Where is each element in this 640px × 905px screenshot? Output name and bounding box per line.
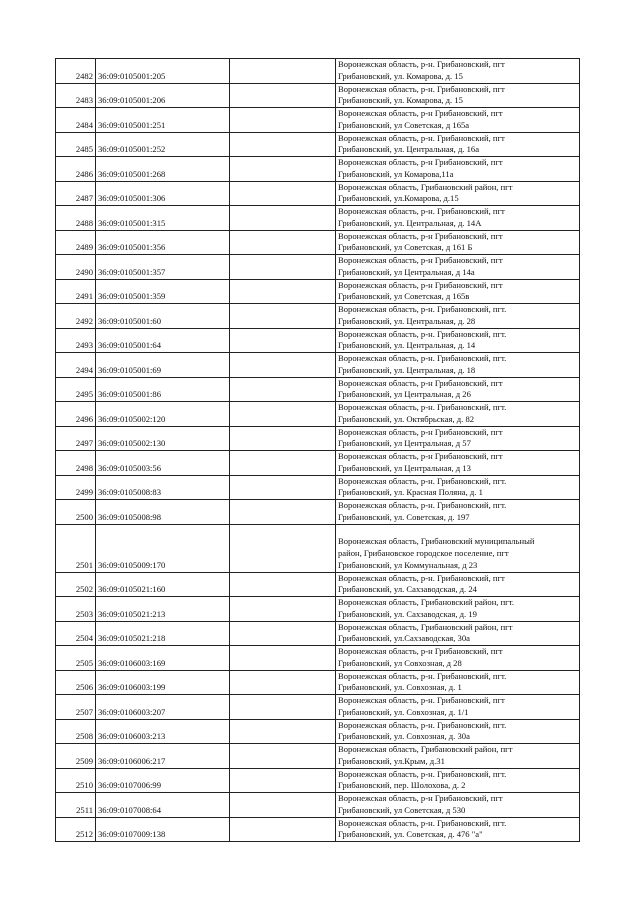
empty-cell [230,646,336,671]
address-line: Воронежская область, р-н. Грибановский, пгт. [338,402,507,412]
address-line: Воронежская область, р-н Грибановский, пгт [338,646,503,656]
address-line: Грибановский, ул Центральная, д 57 [338,438,471,449]
cadastral-number-cell: 36:09:0105001:315 [96,206,230,231]
table-row [56,157,580,182]
row-number-cell: 2508 [56,719,96,744]
address-line: Воронежская область, р-н Грибановский, пгт [338,377,503,388]
empty-cell [230,500,336,525]
table-row [56,597,580,622]
address-cell [336,83,580,108]
table-row [56,646,580,671]
address-line: Воронежская область, р-н Грибановский, пгт [338,451,503,461]
empty-cell [230,402,336,427]
row-number-cell: 2509 [56,744,96,769]
table-row [56,695,580,720]
table-row [56,524,580,572]
cadastral-number-cell: 36:09:0105001:268 [96,157,230,182]
address-line: Грибановский, ул. Центральная, д. 16а [338,144,480,155]
cadastral-number-cell: 36:09:0105021:160 [96,572,230,597]
row-number-cell: 2506 [56,670,96,695]
address-line: Грибановский, ул. Советская, д. 197 [338,511,470,522]
address-cell [336,157,580,182]
address-line: Воронежская область, р-н Грибановский, пгт [338,157,503,167]
cadastral-number-cell: 36:09:0105001:69 [96,353,230,378]
address-line: Грибановский, ул Советская, д 165в [338,291,470,302]
registry-table-body [56,59,580,842]
address-line: Грибановский, ул Центральная, д 14а [338,266,475,277]
empty-cell [230,132,336,157]
row-number-cell: 2512 [56,817,96,842]
cadastral-number-cell: 36:09:0105001:60 [96,304,230,329]
address-cell [336,524,580,572]
address-line: Грибановский, ул. Совхозная, д. 1/1 [338,706,469,717]
table-row [56,500,580,525]
table-row [56,328,580,353]
empty-cell [230,304,336,329]
cadastral-number-cell: 36:09:0105001:64 [96,328,230,353]
address-line: Грибановский, ул. Сахзаводская, д. 24 [338,584,477,595]
row-number-cell: 2507 [56,695,96,720]
address-line: Воронежская область, Грибановский муниципальный [338,536,535,547]
address-cell [336,817,580,842]
address-line: Грибановский, ул. Красная Поляна, д. 1 [338,487,483,498]
address-cell [336,793,580,818]
address-line: Воронежская область, р-н. Грибановский, пгт. [338,719,507,730]
address-line: Воронежская область, р-н Грибановский, пгт [338,426,503,437]
table-row [56,475,580,500]
address-line: Грибановский, ул. Центральная, д. 14 [338,340,476,351]
address-line: Воронежская область, Грибановский район, пгт. [338,597,514,607]
address-line: Грибановский, ул.Крым, д.31 [338,755,445,766]
row-number-cell: 2490 [56,255,96,280]
cadastral-number-cell: 36:09:0106003:207 [96,695,230,720]
address-cell [336,475,580,500]
table-row [56,59,580,84]
table-row [56,621,580,646]
empty-cell [230,83,336,108]
row-number-cell: 2489 [56,230,96,255]
address-line: Воронежская область, р-н Грибановский, пгт [338,793,503,803]
row-number-cell: 2482 [56,59,96,84]
address-cell [336,402,580,427]
cadastral-number-cell: 36:09:0105001:359 [96,279,230,304]
cadastral-number-cell: 36:09:0107006:99 [96,768,230,793]
empty-cell [230,621,336,646]
cadastral-number-cell: 36:09:0105001:86 [96,377,230,402]
address-line: Грибановский, ул. Центральная, д. 28 [338,315,476,326]
empty-cell [230,377,336,402]
empty-cell [230,768,336,793]
cadastral-number-cell: 36:09:0105021:213 [96,597,230,622]
address-cell [336,768,580,793]
row-number-cell: 2486 [56,157,96,182]
empty-cell [230,670,336,695]
table-row [56,230,580,255]
row-number-cell: 2484 [56,108,96,133]
empty-cell [230,793,336,818]
row-number-cell: 2500 [56,500,96,525]
address-cell [336,353,580,378]
cadastral-number-cell: 36:09:0105001:251 [96,108,230,133]
address-cell [336,377,580,402]
empty-cell [230,451,336,476]
cadastral-number-cell: 36:09:0105002:120 [96,402,230,427]
cadastral-number-cell: 36:09:0105001:356 [96,230,230,255]
cadastral-number-cell: 36:09:0105001:252 [96,132,230,157]
address-cell [336,255,580,280]
row-number-cell: 2495 [56,377,96,402]
empty-cell [230,353,336,378]
table-row [56,255,580,280]
address-line: Воронежская область, р-н Грибановский, пгт [338,255,503,265]
address-cell [336,572,580,597]
address-cell [336,646,580,671]
table-row [56,670,580,695]
address-line: Грибановский, ул. Октябрьская, д. 82 [338,413,475,424]
address-line: Воронежская область, р-н. Грибановский, пгт. [338,475,507,486]
cadastral-number-cell: 36:09:0106006:217 [96,744,230,769]
table-row [56,426,580,451]
row-number-cell: 2487 [56,181,96,206]
address-cell [336,695,580,720]
row-number-cell: 2502 [56,572,96,597]
empty-cell [230,206,336,231]
address-cell [336,230,580,255]
address-cell [336,451,580,476]
address-cell [336,500,580,525]
address-line: Воронежская область, р-н. Грибановский, пгт [338,132,505,143]
cadastral-number-cell: 36:09:0107008:64 [96,793,230,818]
empty-cell [230,695,336,720]
address-line: Грибановский, ул Совхозная, д 28 [338,657,462,668]
address-line: Грибановский, ул. Комарова, д. 15 [338,95,463,106]
table-row [56,768,580,793]
row-number-cell: 2496 [56,402,96,427]
cadastral-number-cell: 36:09:0105008:98 [96,500,230,525]
empty-cell [230,230,336,255]
address-line: Воронежская область, р-н. Грибановский, пгт. [338,328,507,339]
cadastral-number-cell: 36:09:0105008:83 [96,475,230,500]
table-row [56,279,580,304]
address-line: Грибановский, ул. Сахзаводская, д. 19 [338,608,477,619]
table-row [56,108,580,133]
address-cell [336,719,580,744]
row-number-cell: 2501 [56,524,96,572]
table-row [56,181,580,206]
table-row [56,402,580,427]
address-line: Воронежская область, р-н. Грибановский, пгт [338,83,505,94]
cadastral-number-cell: 36:09:0105001:357 [96,255,230,280]
empty-cell [230,279,336,304]
empty-cell [230,524,336,572]
row-number-cell: 2483 [56,83,96,108]
address-line: Воронежская область, р-н. Грибановский, пгт. [338,670,507,681]
row-number-cell: 2494 [56,353,96,378]
row-number-cell: 2499 [56,475,96,500]
address-cell [336,744,580,769]
address-line: Грибановский, ул. Советская, д. 476 "а" [338,829,483,840]
row-number-cell: 2505 [56,646,96,671]
empty-cell [230,817,336,842]
address-line: Грибановский, ул. Центральная, д. 18 [338,364,476,375]
row-number-cell: 2503 [56,597,96,622]
empty-cell [230,597,336,622]
row-number-cell: 2511 [56,793,96,818]
address-line: Грибановский, ул Комарова,11а [338,168,454,179]
address-cell [336,279,580,304]
address-line: Воронежская область, Грибановский район, пгт [338,744,513,754]
address-cell [336,670,580,695]
cadastral-number-cell: 36:09:0106003:169 [96,646,230,671]
empty-cell [230,572,336,597]
empty-cell [230,157,336,182]
address-line: Воронежская область, р-н. Грибановский, пгт [338,206,505,216]
empty-cell [230,108,336,133]
cadastral-number-cell: 36:09:0105002:130 [96,426,230,451]
address-line: Воронежская область, р-н. Грибановский, пгт. [338,304,507,314]
row-number-cell: 2497 [56,426,96,451]
address-cell [336,132,580,157]
address-cell [336,328,580,353]
table-row [56,132,580,157]
address-line: Грибановский, ул Коммунальная, д 23 [338,559,478,570]
cadastral-number-cell: 36:09:0107009:138 [96,817,230,842]
address-line: Грибановский, ул Центральная, д 26 [338,389,471,400]
empty-cell [230,719,336,744]
address-line: Воронежская область, р-н Грибановский, пгт [338,108,503,118]
empty-cell [230,744,336,769]
cadastral-number-cell: 36:09:0105001:306 [96,181,230,206]
address-line: Грибановский, ул Центральная, д 13 [338,462,471,473]
address-line: Грибановский, ул.Комарова, д.15 [338,193,459,204]
table-row [56,744,580,769]
table-row [56,377,580,402]
address-line: Воронежская область, р-н. Грибановский, пгт. [338,500,507,510]
empty-cell [230,59,336,84]
address-line: Грибановский, ул Советская, д 161 Б [338,242,473,253]
table-row [56,304,580,329]
empty-cell [230,475,336,500]
table-row [56,719,580,744]
row-number-cell: 2492 [56,304,96,329]
address-line: Воронежская область, Грибановский район, пгт [338,621,513,632]
address-line: Воронежская область, р-н. Грибановский, пгт. [338,353,507,363]
empty-cell [230,255,336,280]
address-cell [336,426,580,451]
table-row [56,793,580,818]
cadastral-number-cell: 36:09:0105009:170 [96,524,230,572]
row-number-cell: 2504 [56,621,96,646]
table-row [56,206,580,231]
address-cell [336,206,580,231]
address-line: Грибановский, ул. Комарова, д. 15 [338,70,463,81]
address-line: Грибановский, ул. Совхозная, д. 1 [338,682,462,693]
cadastral-number-cell: 36:09:0106003:199 [96,670,230,695]
address-line: Воронежская область, р-н. Грибановский, пгт [338,572,505,583]
address-cell [336,621,580,646]
row-number-cell: 2488 [56,206,96,231]
address-cell [336,108,580,133]
cadastral-number-cell: 36:09:0105003:56 [96,451,230,476]
row-number-cell: 2491 [56,279,96,304]
address-line: Воронежская область, р-н Грибановский, пгт [338,279,503,290]
empty-cell [230,426,336,451]
address-cell [336,597,580,622]
address-line: Грибановский, ул. Центральная, д. 14А [338,217,482,228]
address-line: Грибановский, ул.Сахзаводская, 30а [338,633,470,644]
row-number-cell: 2485 [56,132,96,157]
row-number-cell: 2510 [56,768,96,793]
address-line: Воронежская область, Грибановский район, пгт [338,181,513,192]
table-row [56,451,580,476]
table-row [56,572,580,597]
row-number-cell: 2498 [56,451,96,476]
address-cell [336,181,580,206]
empty-cell [230,181,336,206]
empty-cell [230,328,336,353]
address-line: район, Грибановское городское поселение, пгт [338,548,509,558]
cadastral-number-cell: 36:09:0105021:218 [96,621,230,646]
address-line: Воронежская область, р-н. Грибановский, пгт [338,59,505,69]
address-line: Воронежская область, р-н. Грибановский, пгт. [338,817,507,828]
cadastral-number-cell: 36:09:0106003:213 [96,719,230,744]
table-row [56,353,580,378]
property-registry-table [55,58,580,842]
table-row [56,817,580,842]
cadastral-number-cell: 36:09:0105001:206 [96,83,230,108]
address-cell [336,304,580,329]
address-line: Воронежская область, р-н. Грибановский, пгт. [338,768,507,779]
row-number-cell: 2493 [56,328,96,353]
address-line: Грибановский, ул Советская, д 530 [338,804,466,815]
address-line: Грибановский, пер. Шолохова, д. 2 [338,780,466,791]
address-line: Грибановский, ул Советская, д 165а [338,119,470,130]
table-row [56,83,580,108]
address-line: Воронежская область, р-н Грибановский, пгт [338,230,503,241]
address-line: Грибановский, ул. Совхозная, д. 30а [338,731,470,742]
cadastral-number-cell: 36:09:0105001:205 [96,59,230,84]
address-line: Воронежская область, р-н. Грибановский, пгт [338,695,505,705]
address-cell [336,59,580,84]
